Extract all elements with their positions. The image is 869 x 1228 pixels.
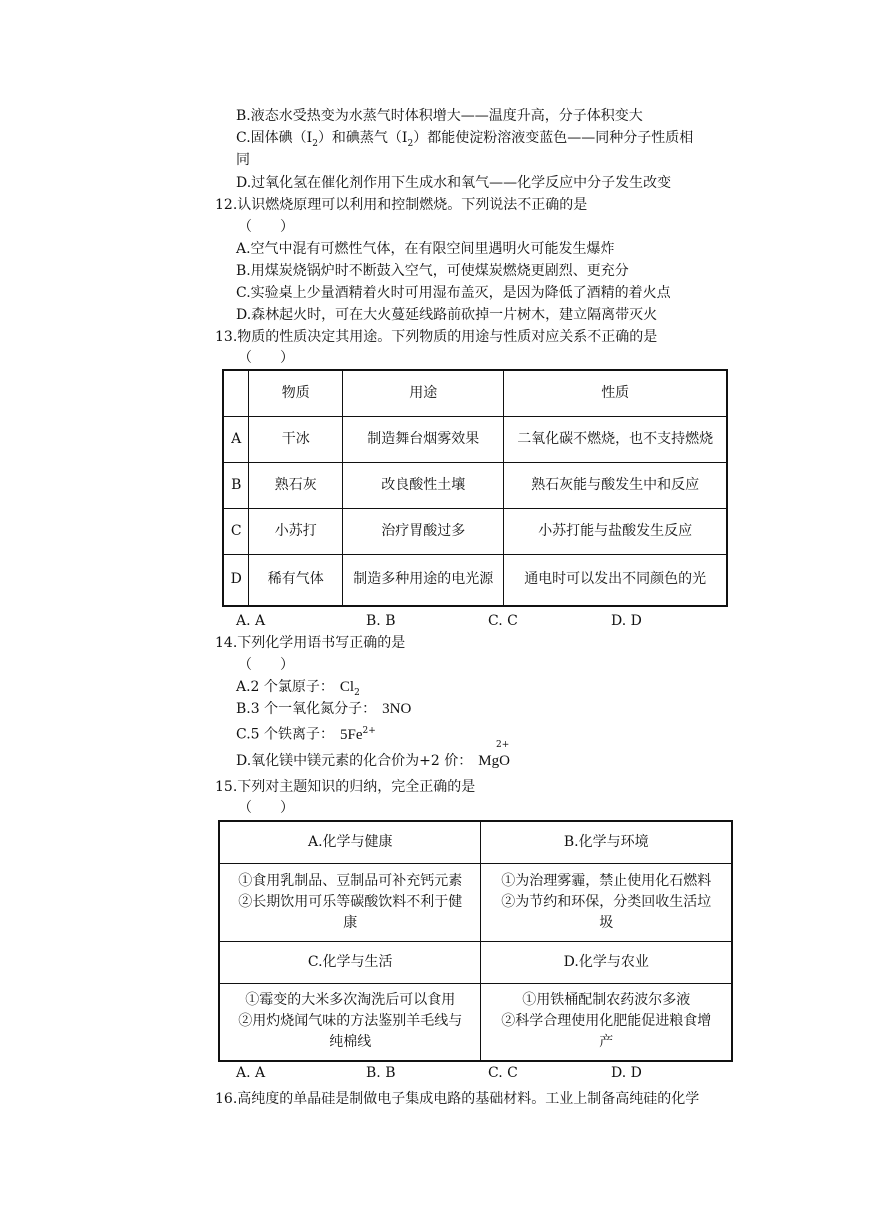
table-cell [219,863,481,941]
table-cell: B [223,462,249,508]
q12-stem: 12.认识燃烧原理可以利用和控制燃烧。下列说法不正确的是 [215,197,588,213]
table-cell: 熟石灰能与酸发生中和反应 [504,462,727,508]
cell-line: ①霉变的大米多次淘洗后可以食用 [245,992,456,1009]
table-row [223,508,727,554]
cell-line: ①用铁桶配制农药波尔多液 [522,992,691,1009]
q14-option-c: C.5 个铁离子： $5Fe^{2+}$ [236,726,376,743]
table-cell: 小苏打 [249,508,343,554]
table-cell: 改良酸性土壤 [343,462,504,508]
q14-option-d-valence: 2+ [496,740,510,750]
q15-blank: （ ） [238,800,294,816]
cell-line: ②为节约和环保，分类回收生活垃 [501,893,712,910]
table-header-cell: 用途 [343,370,504,416]
q14-blank: （ ） [238,657,294,673]
table-row [223,554,727,606]
table-header-cell: 物质 [249,370,343,416]
q15-choice-b[interactable]: B. B [366,1065,396,1081]
q15-stem: 15.下列对主题知识的归纳，完全正确的是 [215,779,476,795]
table-cell: 制造多种用途的电光源 [343,554,504,606]
q12-option-d: D.森林起火时，可在大火蔓延线路前砍掉一片树木，建立隔离带灭火 [236,307,658,323]
table-cell: D [223,554,249,606]
table-cell: 治疗胃酸过多 [343,508,504,554]
table-cell: A [223,416,249,462]
cell-line: ②科学合理使用化肥能促进粮食增 [501,1013,712,1030]
q13-choice-d[interactable]: D. D [611,613,642,629]
q12-option-c: C.实验桌上少量酒精着火时可用湿布盖灭，是因为降低了酒精的着火点 [236,285,671,301]
cell-line: ②长期饮用可乐等碳酸饮料不利于健 [238,893,463,910]
table-row [219,941,732,983]
table-row [219,821,732,863]
table-header-cell: C.化学与生活 [219,941,481,983]
table-header-row [223,370,727,416]
q11-option-c-cont: 同 [236,152,250,168]
cell-line: 纯棉线 [329,1034,372,1051]
q15-choice-a[interactable]: A. A [236,1065,266,1081]
table-cell [481,863,732,941]
table-cell: 稀有气体 [249,554,343,606]
cell-line: ②用灼烧闻气味的方法鉴别羊毛线与 [238,1013,463,1030]
q12-option-b: B.用煤炭烧锅炉时不断鼓入空气，可使煤炭燃烧更剧烈、更充分 [236,263,629,279]
q15-table [218,820,733,1062]
cell-line: 圾 [599,914,614,931]
q12-option-a: A.空气中混有可燃性气体，在有限空间里遇明火可能发生爆炸 [236,241,615,257]
table-cell: C [223,508,249,554]
table-row [219,863,732,941]
table-header-cell [223,370,249,416]
table-header-cell: D.化学与农业 [481,941,732,983]
table-cell: 干冰 [249,416,343,462]
table-cell: 制造舞台烟雾效果 [343,416,504,462]
table-header-cell: 性质 [504,370,727,416]
q13-table [222,369,728,607]
table-cell [219,983,481,1061]
table-cell: 熟石灰 [249,462,343,508]
q13-choice-b[interactable]: B. B [366,613,396,629]
q15-choice-d[interactable]: D. D [611,1065,642,1081]
q16-stem: 16.高纯度的单晶硅是制做电子集成电路的基础材料。工业上制备高纯硅的化学 [215,1091,700,1107]
table-header-cell: A.化学与健康 [219,821,481,863]
table-cell [481,983,732,1061]
table-header-cell: B.化学与环境 [481,821,732,863]
q13-choice-c[interactable]: C. C [488,613,518,629]
table-row [223,462,727,508]
q14-stem: 14.下列化学用语书写正确的是 [215,635,406,651]
q13-choice-a[interactable]: A. A [236,613,266,629]
table-row [223,416,727,462]
cell-line: ①为治理雾霾，禁止使用化石燃料 [501,872,712,889]
table-cell: 小苏打能与盐酸发生反应 [504,508,727,554]
q11-option-c: C.固体碘$(I_2)$和碘蒸气$(I_2)$都能使淀粉溶液变蓝色——同种分子性质相 [236,130,694,149]
q14-option-d: D.氧化镁中镁元素的化合价为+2 价： MgO [236,753,510,769]
table-cell: 二氧化碳不燃烧，也不支持燃烧 [504,416,727,462]
cell-line: 康 [343,914,358,931]
q13-blank: （ ） [238,350,294,366]
table-row [219,983,732,1061]
cell-line: 产 [599,1034,614,1051]
q11-option-d: D.过氧化氢在催化剂作用下生成水和氧气——化学反应中分子发生改变 [236,175,672,191]
q13-stem: 13.物质的性质决定其用途。下列物质的用途与性质对应关系不正确的是 [215,329,658,345]
q11-option-b: B.液态水受热变为水蒸气时体积增大——温度升高，分子体积变大 [236,108,643,124]
q14-option-b: B.3 个一氧化氮分子： 3NO [236,701,412,717]
cell-line: ①食用乳制品、豆制品可补充钙元素 [238,872,463,889]
q12-blank: （ ） [238,219,294,235]
table-cell: 通电时可以发出不同颜色的光 [504,554,727,606]
q14-option-a: A.2 个氯原子： $Cl_2$ [236,679,360,698]
q15-choice-c[interactable]: C. C [488,1065,518,1081]
